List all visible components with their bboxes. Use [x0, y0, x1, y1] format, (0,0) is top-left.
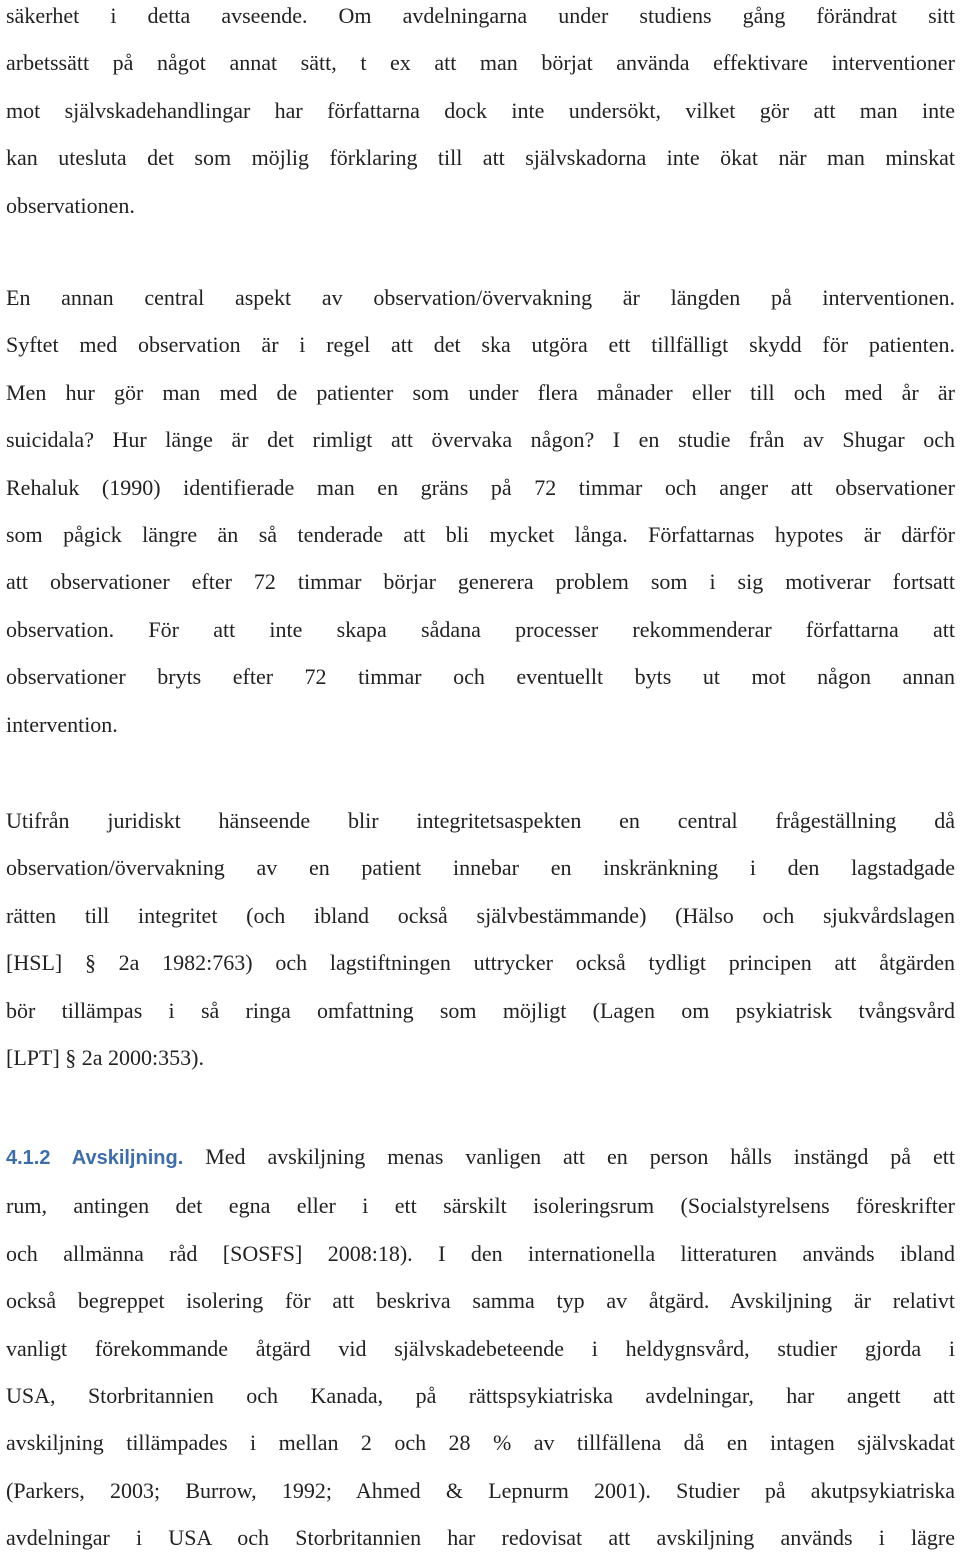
section-first-line: Med avskiljning menas vanligen att en person hålls instängd på ett — [183, 1144, 955, 1169]
text-line: avdelningar i USA och Storbritannien har redovisat att avskiljning används i lägre — [6, 1525, 955, 1551]
section-heading: 4.1.2 Avskiljning. — [6, 1147, 184, 1169]
text-line: också begreppet isolering för att beskriva samma typ av åtgärd. Avskiljning är relativt — [6, 1288, 955, 1314]
text-line: Syftet med observation är i regel att det ska utgöra ett tillfälligt skydd för patienten. — [6, 332, 955, 358]
text-line: Rehaluk (1990) identifierade man en gräns på 72 timmar och anger att observationer — [6, 474, 955, 500]
text-line: mot självskadehandlingar har författarna dock inte undersökt, vilket gör att man inte — [6, 97, 955, 123]
text-line: observationer bryts efter 72 timmar och eventuellt byts ut mot någon annan — [6, 664, 955, 690]
paragraph-1 — [6, 0, 955, 229]
text-line: En annan central aspekt av observation/övervakning är längden på interventionen. — [6, 285, 955, 310]
text-line: observation/övervakning av en patient innebar en inskränkning i den lagstadgade — [6, 855, 955, 881]
text-line: avskiljning tillämpades i mellan 2 och 28 % av tillfällena då en intagen självskadat — [6, 1430, 955, 1456]
text-line: intervention. — [6, 711, 118, 737]
paragraph-4 — [6, 1133, 955, 1554]
text-line: säkerhet i detta avseende. Om avdelningarna under studiens gång förändrat sitt — [6, 3, 955, 28]
text-line: observation. För att inte skapa sådana processer rekommenderar författarna att — [6, 616, 955, 642]
text-line: rätten till integritet (och ibland också självbestämmande) (Hälso och sjukvårdslagen — [6, 902, 955, 928]
text-line: (Parkers, 2003; Burrow, 1992; Ahmed & Lepnurm 2001). Studier på akutpsykiatriska — [6, 1477, 955, 1503]
text-line: observationen. — [6, 192, 135, 218]
text-line: och allmänna råd [SOSFS] 2008:18). I den internationella litteraturen används ibland — [6, 1240, 955, 1266]
text-line: [LPT] § 2a 2000:353). — [6, 1045, 204, 1071]
text-line — [6, 1133, 955, 1182]
text-line: [HSL] § 2a 1982:763) och lagstiftningen uttrycker också tydligt principen att åtgärden — [6, 950, 955, 976]
text-line: suicidala? Hur länge är det rimligt att övervaka någon? I en studie från av Shugar och — [6, 427, 955, 453]
paragraph-3 — [6, 797, 955, 1081]
paragraph-2 — [6, 274, 955, 748]
text-line: vanligt förekommande åtgärd vid självskadebeteende i heldygnsvård, studier gjorda i — [6, 1335, 955, 1361]
text-line: arbetssätt på något annat sätt, t ex att man börjat använda effektivare interventioner — [6, 50, 955, 76]
text-line: att observationer efter 72 timmar börjar generera problem som i sig motiverar fortsatt — [6, 569, 955, 595]
text-line: kan utesluta det som möjlig förklaring till att självskadorna inte ökat när man minskat — [6, 145, 955, 171]
text-line: rum, antingen det egna eller i ett särskilt isoleringsrum (Socialstyrelsens föreskrifter — [6, 1193, 955, 1219]
text-line: som pågick längre än så tenderade att bli mycket långa. Författarnas hypotes är därför — [6, 522, 955, 548]
text-line: bör tillämpas i så ringa omfattning som möjligt (Lagen om psykiatrisk tvångsvård — [6, 997, 955, 1023]
text-line: USA, Storbritannien och Kanada, på rättspsykiatriska avdelningar, har angett att — [6, 1383, 955, 1409]
text-line: Men hur gör man med de patienter som under flera månader eller till och med år är — [6, 379, 955, 405]
text-line: Utifrån juridiskt hänseende blir integritetsaspekten en central frågeställning då — [6, 808, 955, 833]
